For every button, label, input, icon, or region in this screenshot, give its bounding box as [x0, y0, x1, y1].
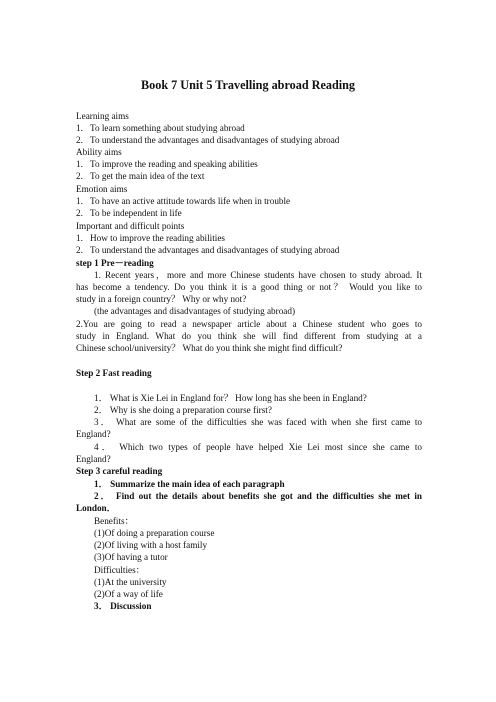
- benefits-label: Benefits：: [94, 516, 134, 526]
- important-points-heading: Important and difficult points: [76, 221, 185, 231]
- important-point-item: [76, 232, 225, 244]
- step1-heading: step 1 Pre－reading: [76, 258, 154, 268]
- step3-task: 2． Find out the details about benefits she got and the difficulties she met in: [94, 491, 422, 501]
- important-point-item: [76, 244, 339, 256]
- learning-aims-heading: Learning aims: [76, 111, 129, 121]
- step1-paragraph1-line: has become a tendency. Do you think it is a good thing or not？ Would you like to: [76, 282, 422, 292]
- page-title: Book 7 Unit 5 Travelling abroad Reading: [141, 78, 355, 92]
- step2-question: 3． What are some of the difficulties she was faced with when she first came to: [94, 417, 422, 427]
- step1-note: (the advantages and disadvantages of studying abroad): [94, 306, 296, 316]
- step2-question-continued: England?: [76, 429, 111, 439]
- benefit-item: (2)Of living with a host family: [94, 540, 208, 550]
- ability-aim-item: [76, 170, 204, 182]
- item-number: 1.: [76, 159, 83, 169]
- emotion-aim-item: [76, 195, 290, 207]
- emotion-aim-item: [76, 207, 182, 219]
- difficulties-label: Difficulties：: [94, 565, 145, 575]
- ability-aim-item: [76, 158, 258, 170]
- step1-paragraph2-line: study in England. What do you think she will find different from studying at a: [76, 331, 422, 341]
- learning-aim-item: [76, 122, 245, 134]
- step3-task: 3． Discussion: [94, 601, 152, 611]
- item-number: 2.: [76, 135, 83, 145]
- step1-paragraph1-line: 1. Recent years，more and more Chinese students have chosen to study abroad. It: [94, 270, 422, 280]
- step2-question: 1． What is Xie Lei in England for？ How long has she been in England?: [94, 393, 367, 403]
- item-number: 1.: [76, 196, 83, 206]
- step3-task-continued: London．: [76, 503, 116, 513]
- difficulty-item: (1)At the university: [94, 577, 167, 587]
- step3-task: 1． Summarize the main idea of each paragraph: [94, 479, 285, 489]
- step1-paragraph2-line: Chinese school/university？ What do you think she might find difficult?: [76, 343, 343, 353]
- benefit-item: (1)Of doing a preparation course: [94, 528, 215, 538]
- step2-question: 2． Why is she doing a preparation course first?: [94, 405, 272, 415]
- item-text: To improve the reading and speaking abilities: [90, 159, 258, 169]
- difficulty-item: (2)Of a way of life: [94, 589, 163, 599]
- step1-paragraph2-line: 2.You are going to read a newspaper article about a Chinese student who goes to: [76, 319, 422, 329]
- item-text: To have an active attitude towards life when in trouble: [90, 196, 291, 206]
- step3-heading: Step 3 careful reading: [76, 466, 163, 476]
- emotion-aims-heading: Emotion aims: [76, 184, 128, 194]
- step1-paragraph1-line: study in a foreign country？ Why or why not?: [76, 294, 247, 304]
- item-number: 1.: [76, 233, 83, 243]
- ability-aims-heading: Ability aims: [76, 147, 122, 157]
- item-number: 2.: [76, 245, 83, 255]
- step2-heading: Step 2 Fast reading: [76, 368, 152, 378]
- item-number: 2.: [76, 208, 83, 218]
- benefit-item: (3)Of having a tutor: [94, 552, 168, 562]
- item-number: 1.: [76, 123, 83, 133]
- learning-aim-item: [76, 134, 339, 146]
- item-text: To get the main idea of the text: [90, 171, 205, 181]
- item-text: To learn something about studying abroad: [90, 123, 245, 133]
- item-text: To understand the advantages and disadvantages of studying abroad: [90, 135, 340, 145]
- step2-question-continued: England?: [76, 454, 111, 464]
- item-text: How to improve the reading abilities: [90, 233, 225, 243]
- item-number: 2.: [76, 171, 83, 181]
- item-text: To understand the advantages and disadvantages of studying abroad: [90, 245, 340, 255]
- step2-question: 4． Which two types of people have helped Xie Lei most since she came to: [94, 442, 422, 452]
- item-text: To be independent in life: [90, 208, 182, 218]
